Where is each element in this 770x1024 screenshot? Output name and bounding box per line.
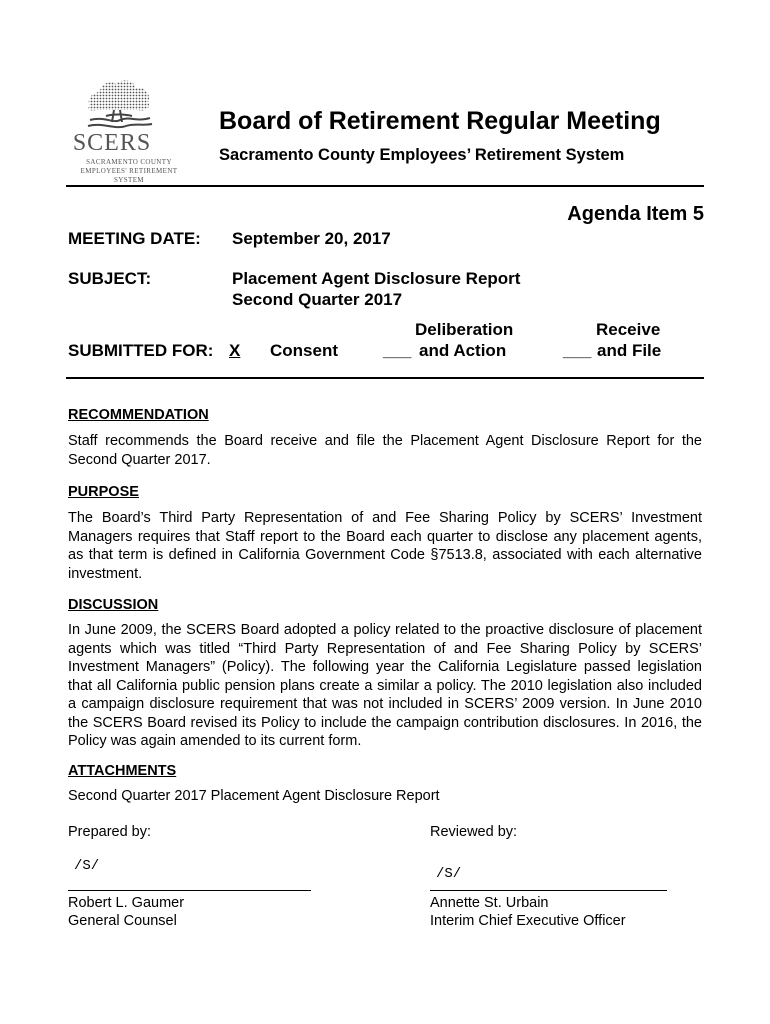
subject-label: SUBJECT: — [68, 269, 152, 288]
purpose-heading: PURPOSE — [68, 484, 139, 500]
meeting-date-value: September 20, 2017 — [232, 229, 391, 248]
discussion-heading: DISCUSSION — [68, 597, 159, 613]
subject-line2: Second Quarter 2017 — [232, 290, 403, 309]
prepared-signature: /S/ — [74, 858, 100, 874]
attachments-heading: ATTACHMENTS — [68, 763, 177, 779]
agenda-item-label: Agenda Item 5 — [567, 203, 704, 225]
deliberation-label-line2: and Action — [419, 341, 507, 360]
deliberation-mark: ___ — [383, 341, 412, 360]
purpose-text: The Board’s Third Party Representation of and Fee Sharing Policy by SCERS’ Investment Managers requires that Staff report to the Board each quarter to disclose any placement agents, as that term is defined in California Government Code §7513.8, associated with each alternative investment. — [68, 510, 702, 582]
reviewed-name: Annette St. Urbain — [430, 895, 549, 911]
attachments-text: Second Quarter 2017 Placement Agent Disclosure Report — [68, 788, 440, 804]
oak-tree-icon — [84, 76, 154, 130]
prepared-name: Robert L. Gaumer — [68, 895, 185, 911]
logo-sub-line1: SACRAMENTO COUNTY — [86, 158, 172, 166]
meeting-date-label: MEETING DATE: — [68, 229, 201, 248]
reviewed-by-label: Reviewed by: — [430, 824, 518, 840]
receive-label-line2: and File — [597, 341, 662, 360]
logo-name: SCERS — [72, 130, 152, 156]
document-subtitle: Sacramento County Employees’ Retirement System — [219, 146, 625, 164]
prepared-signature-line — [68, 890, 311, 891]
document-title: Board of Retirement Regular Meeting — [219, 107, 661, 135]
submitted-for-label: SUBMITTED FOR: — [68, 341, 214, 360]
logo-sub-line2: EMPLOYEES' RETIREMENT SYSTEM — [80, 167, 178, 184]
logo-subtitle — [66, 158, 192, 185]
reviewed-signature-line — [430, 890, 667, 891]
prepared-title: General Counsel — [68, 913, 177, 929]
deliberation-label-line1: Deliberation — [415, 320, 514, 339]
discussion-text: In June 2009, the SCERS Board adopted a policy related to the proactive disclosure of placement agents which was titled “Third Party Representation of and Fee Sharing Policy by SCERS’ Investment Managers” (Policy). The following year the California Legislature passed legislation that all California public pension plans create a similar a policy. The 2010 legislation also included a campaign disclosure requirement that was not included in SCERS’ 2009 version. In June 2010 the SCERS Board revised its Policy to include the campaign contribution disclosures. In 2016, the Policy was again amended to its current form. — [68, 622, 702, 749]
receive-mark: ___ — [563, 341, 592, 360]
consent-label: Consent — [270, 341, 338, 360]
scers-logo — [66, 76, 216, 184]
header-divider — [66, 185, 704, 187]
receive-label-line1: Receive — [596, 320, 661, 339]
consent-mark: X — [229, 341, 241, 360]
submitted-divider — [66, 377, 704, 379]
prepared-by-label: Prepared by: — [68, 824, 152, 840]
reviewed-signature: /S/ — [436, 866, 462, 882]
recommendation-heading: RECOMMENDATION — [68, 407, 209, 423]
recommendation-text: Staff recommends the Board receive and file the Placement Agent Disclosure Report for the Second Quarter 2017. — [68, 433, 702, 468]
subject-line1: Placement Agent Disclosure Report — [232, 269, 521, 288]
reviewed-title: Interim Chief Executive Officer — [430, 913, 626, 929]
